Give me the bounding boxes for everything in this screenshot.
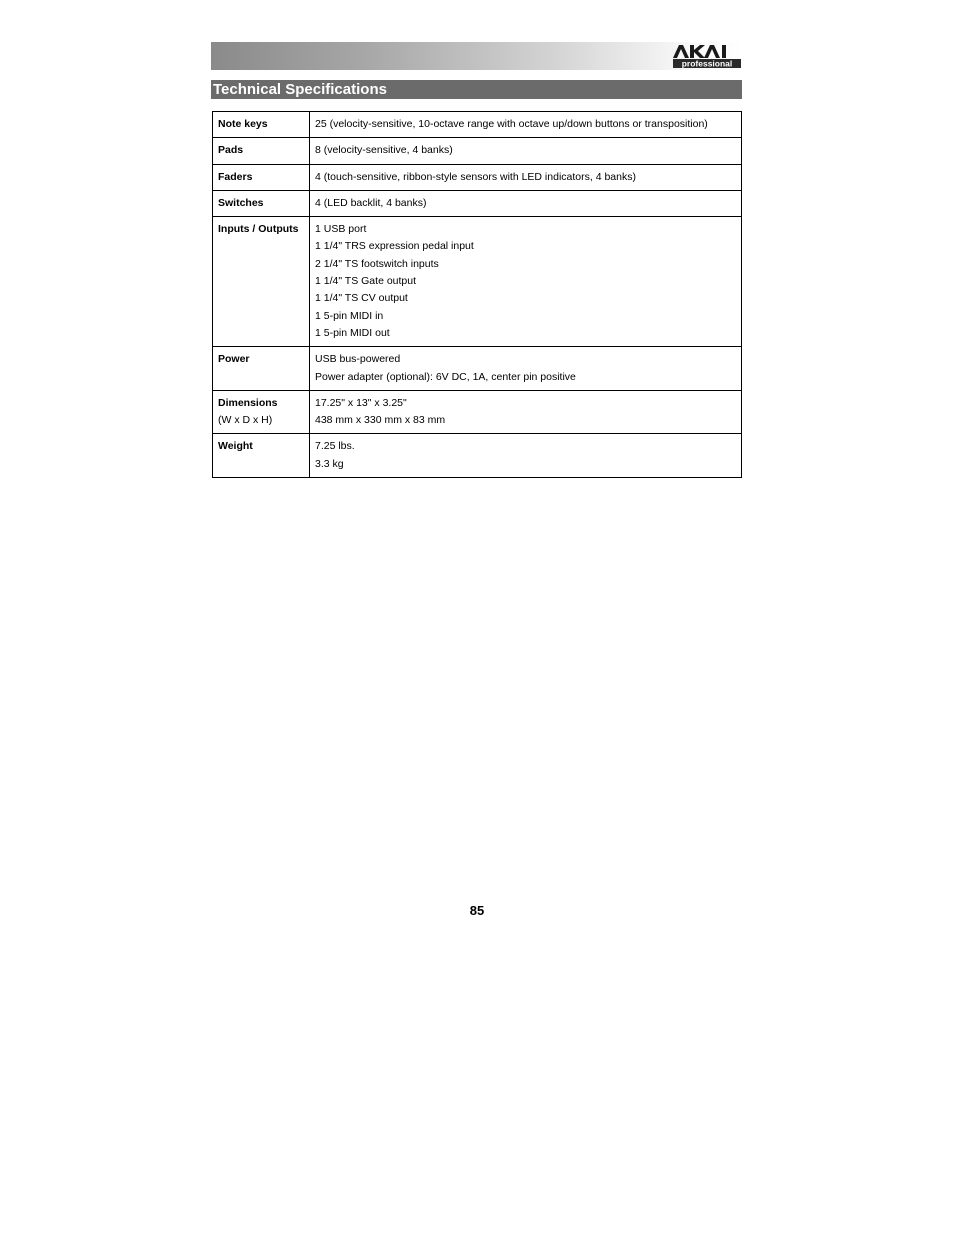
spec-value-cell	[310, 390, 742, 434]
spec-value: 1 1/4" TRS expression pedal input	[315, 240, 474, 253]
spec-value: 1 1/4" TS CV output	[315, 292, 408, 305]
spec-label-cell	[213, 164, 310, 190]
spec-label: Pads	[218, 144, 244, 157]
spec-label: Note keys	[218, 118, 268, 130]
spec-value: 7.25 lbs.	[315, 440, 355, 453]
spec-value-cell	[310, 347, 742, 391]
spec-row	[213, 190, 742, 216]
spec-value-cell	[310, 190, 742, 216]
spec-value: 2 1/4" TS footswitch inputs	[315, 257, 439, 270]
spec-label: Switches	[218, 196, 264, 209]
spec-value: USB bus-powered	[315, 353, 401, 366]
spec-value: Power adapter (optional): 6V DC, 1A, center pin positive	[315, 370, 576, 383]
akai-professional-logo	[671, 42, 743, 70]
spec-value: 1 1/4" TS Gate output	[315, 275, 417, 288]
spec-label: Faders	[218, 170, 253, 183]
spec-row	[213, 217, 742, 347]
spec-row	[213, 390, 742, 434]
spec-value: 17.25" x 13" x 3.25"	[315, 396, 407, 409]
spec-value: 1 5-pin MIDI in	[315, 309, 384, 322]
spec-label-sub: (W x D x H)	[218, 414, 273, 427]
spec-row	[213, 138, 742, 164]
spec-label-cell	[213, 112, 310, 138]
spec-value: 1 5-pin MIDI out	[315, 326, 390, 339]
spec-value-cell	[310, 112, 742, 138]
page-number: 85	[469, 903, 485, 918]
spec-label: Dimensions	[218, 396, 278, 409]
spec-value: 1 USB port	[315, 223, 367, 236]
spec-value: 25 (velocity-sensitive, 10-octave range with octave up/down buttons or transposition)	[315, 118, 708, 130]
spec-value-cell	[310, 138, 742, 164]
section-title: Technical Specifications	[211, 80, 742, 99]
spec-label: Power	[218, 353, 250, 366]
spec-value: 4 (LED backlit, 4 banks)	[315, 196, 427, 209]
spec-label-cell	[213, 434, 310, 478]
spec-value: 3.3 kg	[315, 457, 344, 470]
spec-label: Weight	[218, 440, 253, 453]
spec-label-cell	[213, 138, 310, 164]
spec-row	[213, 112, 742, 138]
spec-value: 438 mm x 330 mm x 83 mm	[315, 414, 446, 427]
spec-row	[213, 434, 742, 478]
spec-label-cell	[213, 190, 310, 216]
spec-value-cell	[310, 217, 742, 347]
spec-row	[213, 164, 742, 190]
spec-label-cell	[213, 217, 310, 347]
spec-value-cell	[310, 434, 742, 478]
spec-value: 8 (velocity-sensitive, 4 banks)	[315, 144, 453, 157]
logo-subtext: professional	[681, 58, 733, 69]
specifications-table	[212, 111, 742, 478]
spec-label-cell	[213, 347, 310, 391]
header-gradient-band	[211, 42, 742, 70]
spec-label: Inputs / Outputs	[218, 223, 299, 236]
spec-value-cell	[310, 164, 742, 190]
spec-row	[213, 347, 742, 391]
spec-label-cell	[213, 390, 310, 434]
spec-value: 4 (touch-sensitive, ribbon-style sensors with LED indicators, 4 banks)	[315, 170, 636, 183]
